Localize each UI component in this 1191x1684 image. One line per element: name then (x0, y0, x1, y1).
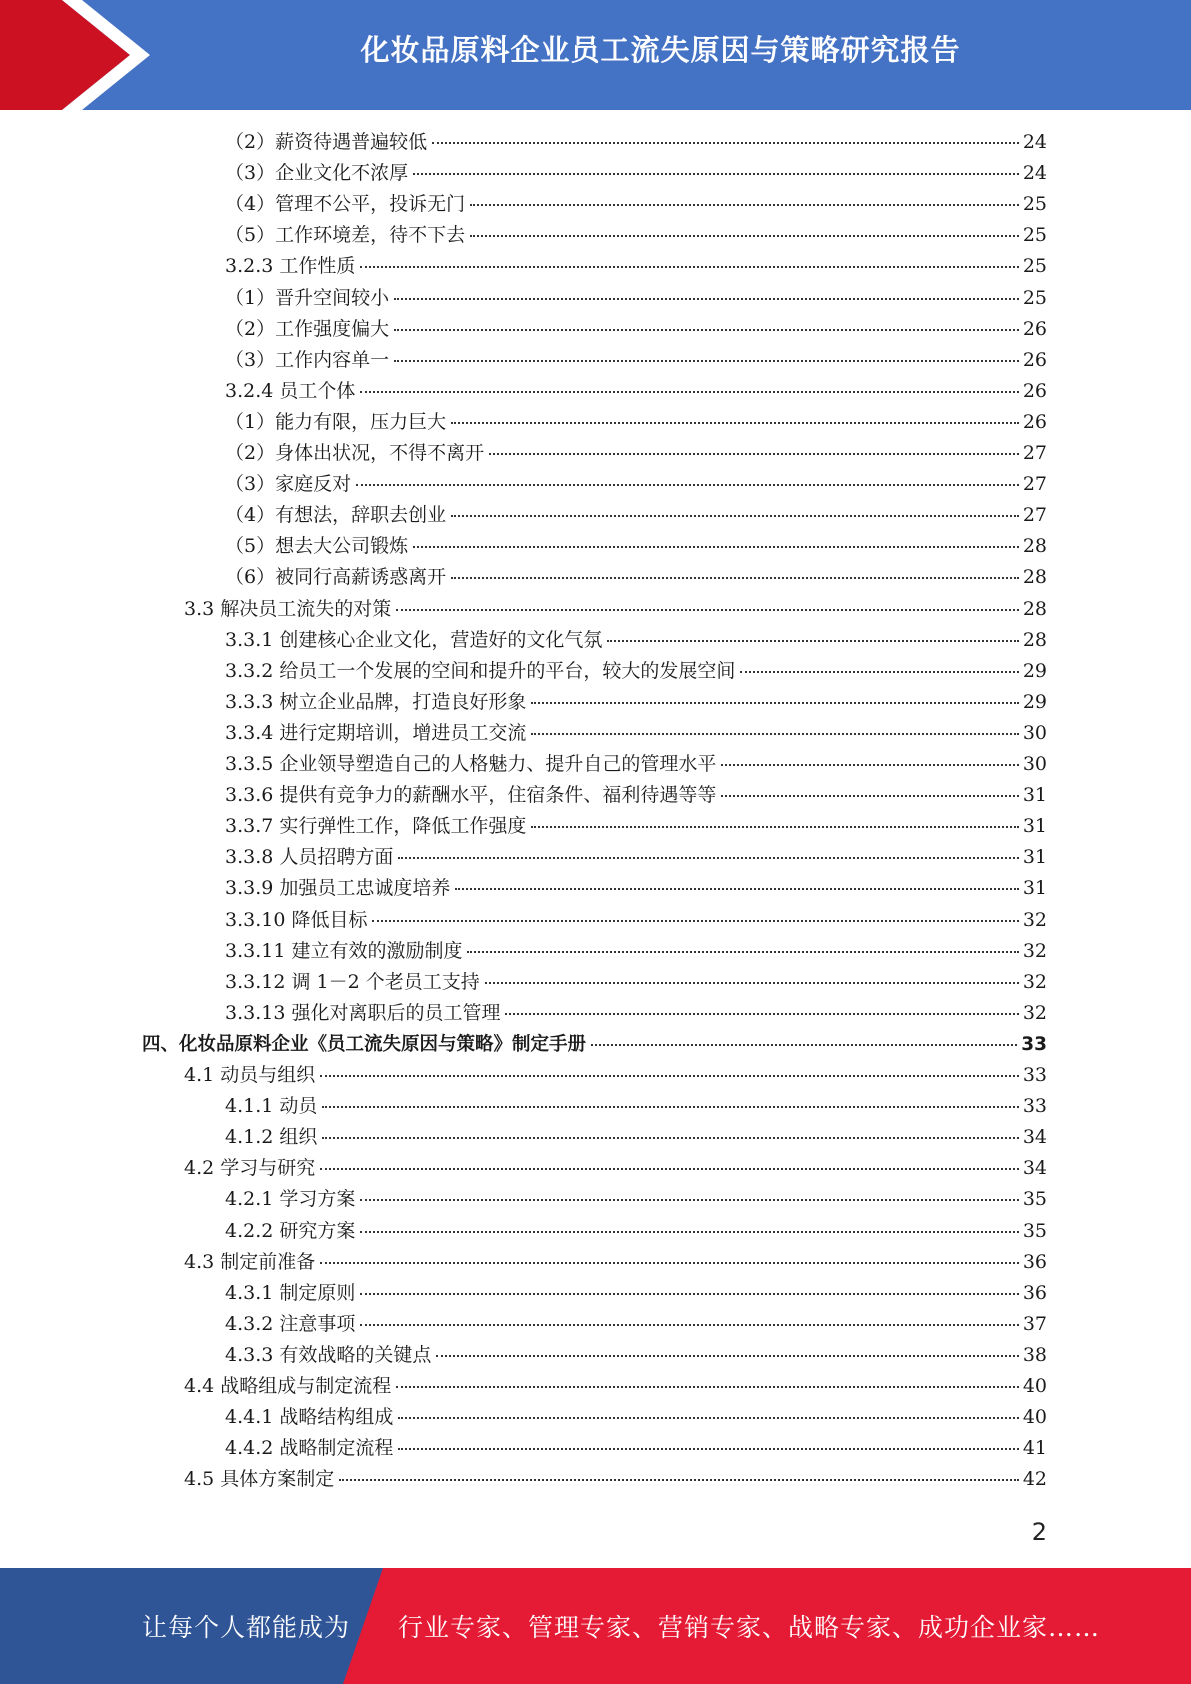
toc-entry-title: 3.3.10 降低目标 (225, 908, 368, 931)
toc-entry-title: 3.3.1 创建核心企业文化，营造好的文化气氛 (225, 628, 603, 651)
toc-entry-title: 3.3.4 进行定期培训，增进员工交流 (225, 721, 527, 744)
toc-entry[interactable] (225, 936, 1047, 967)
toc-leader-dots (489, 452, 1019, 455)
toc-leader-dots (394, 328, 1019, 331)
toc-entry[interactable] (225, 780, 1047, 811)
toc-entry-title: 4.5 具体方案制定 (184, 1468, 335, 1491)
toc-leader-dots (320, 1261, 1019, 1264)
toc-entry-page-number: 30 (1022, 753, 1047, 775)
toc-leader-dots (451, 576, 1019, 579)
toc-entry-title: 3.3.3 树立企业品牌，打造良好形象 (225, 690, 527, 713)
toc-entry-title: （3）工作内容单一 (225, 348, 390, 371)
toc-entry-title: 4.2.1 学习方案 (225, 1188, 356, 1211)
toc-entry[interactable] (184, 1060, 1047, 1091)
toc-entry-page-number: 40 (1022, 1406, 1047, 1429)
toc-entry-title: 4.2.2 研究方案 (225, 1219, 356, 1242)
toc-entry-title: （2）身体出状况，不得不离开 (225, 442, 485, 464)
toc-entry-page-number: 31 (1022, 815, 1047, 838)
toc-entry[interactable] (225, 749, 1047, 780)
toc-leader-dots (360, 1323, 1018, 1326)
toc-entry[interactable] (225, 376, 1047, 407)
toc-entry-page-number: 30 (1022, 721, 1047, 744)
toc-entry-page-number: 34 (1022, 1126, 1047, 1149)
toc-leader-dots (339, 1478, 1019, 1481)
toc-leader-dots (322, 1105, 1018, 1108)
toc-leader-dots (360, 265, 1018, 268)
toc-entry-title: （4）有想法，辞职去创业 (225, 504, 447, 527)
toc-leader-dots (396, 608, 1019, 611)
toc-leader-dots (591, 1043, 1017, 1046)
toc-leader-dots (398, 1447, 1018, 1450)
toc-entry-title: （5）想去大公司锻炼 (225, 535, 409, 558)
toc-entry-title: 3.3.8 人员招聘方面 (225, 846, 394, 869)
toc-entry[interactable] (225, 158, 1047, 189)
toc-entry-page-number: 24 (1022, 162, 1047, 185)
toc-entry-page-number: 31 (1022, 877, 1047, 900)
toc-entry-title: 4.4.1 战略结构组成 (225, 1406, 394, 1429)
toc-entry-page-number: 31 (1022, 784, 1047, 807)
toc-leader-dots (740, 670, 1018, 673)
toc-entry-page-number: 26 (1022, 410, 1047, 433)
toc-entry-title: 4.2 学习与研究 (184, 1157, 316, 1180)
toc-entry-title: 4.4 战略组成与制定流程 (184, 1375, 392, 1397)
toc-leader-dots (360, 390, 1018, 393)
toc-entry-title: 4.1.2 组织 (225, 1126, 318, 1149)
toc-entry-page-number: 27 (1022, 442, 1047, 464)
toc-leader-dots (505, 1012, 1018, 1015)
toc-entry[interactable] (225, 407, 1047, 438)
toc-entry[interactable] (225, 438, 1047, 469)
page-footer (0, 1568, 1191, 1684)
toc-entry[interactable] (225, 1122, 1047, 1153)
toc-leader-dots (398, 1416, 1018, 1419)
toc-entry-title: （3）家庭反对 (225, 473, 352, 496)
toc-entry-page-number: 26 (1022, 348, 1047, 371)
toc-entry[interactable] (225, 531, 1047, 562)
toc-entry[interactable] (225, 1402, 1047, 1433)
toc-entry[interactable] (225, 283, 1047, 314)
toc-leader-dots (470, 203, 1019, 206)
toc-entry-page-number: 28 (1022, 566, 1047, 589)
toc-entry[interactable] (225, 842, 1047, 873)
toc-entry-title: （1）晋升空间较小 (225, 286, 390, 309)
toc-entry-title: 3.3.11 建立有效的激励制度 (225, 939, 463, 962)
toc-leader-dots (721, 794, 1018, 797)
toc-leader-dots (432, 141, 1019, 144)
toc-entry-title: 3.3.7 实行弹性工作，降低工作强度 (225, 815, 527, 838)
toc-leader-dots (413, 545, 1019, 548)
toc-leader-dots (372, 919, 1018, 922)
toc-entry-title: 3.3.6 提供有竞争力的薪酬水平，住宿条件、福利待遇等等 (225, 784, 717, 807)
toc-leader-dots (360, 1230, 1018, 1233)
toc-leader-dots (467, 950, 1018, 953)
toc-entry-title: 3.3.9 加强员工忠诚度培养 (225, 877, 451, 900)
toc-entry-title: （3）企业文化不浓厚 (225, 162, 409, 185)
toc-entry-page-number: 41 (1022, 1437, 1047, 1460)
toc-entry[interactable] (225, 967, 1047, 998)
toc-entry-page-number: 33 (1021, 1033, 1047, 1055)
toc-entry-title: 4.1 动员与组织 (184, 1064, 316, 1086)
toc-leader-dots (436, 1354, 1018, 1357)
toc-entry[interactable] (225, 905, 1047, 936)
toc-entry-page-number: 29 (1022, 690, 1047, 713)
toc-entry[interactable] (225, 1184, 1047, 1215)
toc-entry-title: 3.3 解决员工流失的对策 (184, 597, 392, 620)
toc-leader-dots (322, 1136, 1018, 1139)
toc-entry-title: 3.3.13 强化对离职后的员工管理 (225, 1001, 501, 1024)
toc-entry-title: 3.3.2 给员工一个发展的空间和提升的平台，较大的发展空间 (225, 659, 736, 682)
toc-leader-dots (485, 981, 1019, 984)
toc-entry-page-number: 40 (1022, 1375, 1047, 1397)
footer-slogan-right: 行业专家、管理专家、营销专家、战略专家、成功企业家…… (398, 1613, 1101, 1642)
toc-entry-page-number: 33 (1022, 1064, 1047, 1086)
toc-entry-page-number: 26 (1022, 317, 1047, 340)
toc-entry-title: 四、化妆品原料企业《员工流失原因与策略》制定手册 (142, 1033, 587, 1055)
toc-entry-page-number: 25 (1022, 224, 1047, 247)
toc-leader-dots (721, 763, 1018, 766)
toc-entry-page-number: 35 (1022, 1188, 1047, 1211)
toc-entry-page-number: 28 (1022, 597, 1047, 620)
toc-entry-page-number: 25 (1022, 255, 1047, 278)
toc-leader-dots (320, 1074, 1019, 1077)
toc-entry-page-number: 25 (1022, 286, 1047, 309)
toc-leader-dots (413, 172, 1019, 175)
toc-leader-dots (396, 1385, 1019, 1388)
toc-entry-title: 4.4.2 战略制定流程 (225, 1437, 394, 1460)
document-title: 化妆品原料企业员工流失原因与策略研究报告 (360, 33, 961, 67)
toc-entry-page-number: 31 (1022, 846, 1047, 869)
toc-entry[interactable] (225, 1278, 1047, 1309)
toc-entry[interactable] (225, 1309, 1047, 1340)
toc-entry-page-number: 35 (1022, 1219, 1047, 1242)
toc-entry[interactable] (225, 345, 1047, 376)
page-header (0, 0, 1191, 110)
toc-leader-dots (394, 359, 1019, 362)
toc-leader-dots (451, 421, 1019, 424)
toc-leader-dots (451, 514, 1019, 517)
toc-entry-page-number: 32 (1022, 1001, 1047, 1024)
toc-entry[interactable] (225, 998, 1047, 1029)
toc-leader-dots (360, 1198, 1018, 1201)
toc-entry-page-number: 34 (1022, 1157, 1047, 1180)
toc-leader-dots (320, 1167, 1019, 1170)
toc-entry[interactable] (225, 189, 1047, 220)
toc-entry[interactable] (225, 1091, 1047, 1122)
toc-entry-page-number: 24 (1022, 131, 1047, 153)
toc-entry-page-number: 26 (1022, 379, 1047, 402)
toc-leader-dots (607, 639, 1018, 642)
toc-entry[interactable] (184, 1247, 1047, 1278)
toc-entry-title: 3.2.4 员工个体 (225, 379, 356, 402)
toc-entry-title: （1）能力有限，压力巨大 (225, 410, 447, 433)
toc-leader-dots (455, 887, 1018, 890)
toc-entry[interactable] (225, 687, 1047, 718)
toc-leader-dots (394, 297, 1019, 300)
toc-entry[interactable] (225, 718, 1047, 749)
page-number: 2 (1031, 1518, 1047, 1546)
toc-entry-page-number: 28 (1022, 535, 1047, 558)
toc-entry[interactable] (225, 1433, 1047, 1464)
toc-entry-title: 4.3.1 制定原则 (225, 1281, 356, 1304)
toc-entry-page-number: 32 (1022, 970, 1047, 993)
toc-entry[interactable] (225, 251, 1047, 282)
toc-leader-dots (531, 732, 1018, 735)
toc-leader-dots (470, 234, 1019, 237)
toc-entry-page-number: 36 (1022, 1281, 1047, 1304)
toc-entry-page-number: 36 (1022, 1250, 1047, 1273)
toc-entry-title: 3.2.3 工作性质 (225, 255, 356, 278)
toc-entry-title: （2）工作强度偏大 (225, 317, 390, 340)
toc-entry[interactable] (142, 1029, 1047, 1060)
toc-leader-dots (356, 483, 1019, 486)
toc-entry-page-number: 37 (1022, 1312, 1047, 1335)
toc-entry-title: （4）管理不公平，投诉无门 (225, 193, 466, 216)
toc-leader-dots (531, 701, 1018, 704)
toc-entry-title: （2）薪资待遇普遍较低 (225, 131, 428, 153)
toc-entry[interactable] (184, 1153, 1047, 1184)
toc-entry[interactable] (184, 1371, 1047, 1402)
toc-entry-page-number: 32 (1022, 908, 1047, 931)
toc-entry[interactable] (225, 1340, 1047, 1371)
toc-entry[interactable] (184, 1464, 1047, 1495)
toc-leader-dots (531, 825, 1018, 828)
toc-entry[interactable] (225, 220, 1047, 251)
toc-entry-title: 4.3.3 有效战略的关键点 (225, 1343, 432, 1366)
toc-entry-page-number: 28 (1022, 628, 1047, 651)
footer-slogan-left: 让每个人都能成为 (142, 1613, 351, 1642)
toc-entry[interactable] (225, 811, 1047, 842)
toc-entry-page-number: 42 (1022, 1468, 1047, 1491)
toc-entry-page-number: 32 (1022, 939, 1047, 962)
toc-leader-dots (398, 856, 1018, 859)
toc-entry-title: （5）工作环境差，待不下去 (225, 224, 466, 247)
toc-entry[interactable] (225, 314, 1047, 345)
toc-entry[interactable] (225, 656, 1047, 687)
toc-entry-title: 4.3 制定前准备 (184, 1250, 316, 1273)
toc-entry-page-number: 29 (1022, 659, 1047, 682)
toc-entry[interactable] (225, 127, 1047, 158)
toc-entry[interactable] (225, 500, 1047, 531)
toc-entry[interactable] (225, 1216, 1047, 1247)
toc-entry[interactable] (184, 594, 1047, 625)
toc-entry[interactable] (225, 625, 1047, 656)
toc-entry-page-number: 38 (1022, 1343, 1047, 1366)
toc-entry-page-number: 25 (1022, 193, 1047, 216)
toc-entry-page-number: 33 (1022, 1095, 1047, 1118)
toc-entry-title: 4.1.1 动员 (225, 1095, 318, 1118)
toc-entry-page-number: 27 (1022, 504, 1047, 527)
toc-entry[interactable] (225, 469, 1047, 500)
toc-entry-title: 3.3.5 企业领导塑造自己的人格魅力、提升自己的管理水平 (225, 753, 717, 775)
toc-leader-dots (360, 1292, 1018, 1295)
toc-entry-title: 3.3.12 调 1－2 个老员工支持 (225, 970, 480, 993)
toc-entry[interactable] (225, 562, 1047, 593)
toc-entry-page-number: 27 (1022, 473, 1047, 496)
toc-entry-title: （6）被同行高薪诱惑离开 (225, 566, 447, 589)
toc-entry[interactable] (225, 873, 1047, 904)
toc-entry-title: 4.3.2 注意事项 (225, 1312, 356, 1335)
